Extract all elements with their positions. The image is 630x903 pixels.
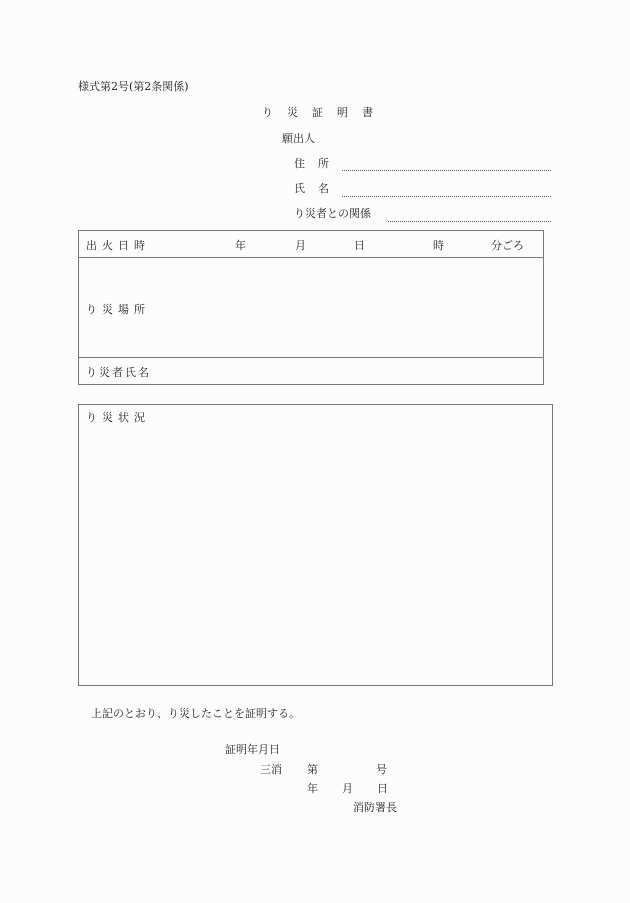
label-char: り [86,303,97,316]
address-underline [342,170,551,171]
minute-unit: 分ごろ [491,239,524,252]
day-unit: 日 [354,239,365,252]
form-number: 様式第2号(第2条関係) [78,80,189,93]
victim-name-field[interactable] [169,362,537,381]
month-unit: 月 [295,239,306,252]
relation-label: り災者との関係 [294,207,371,220]
label-char: 災 [102,303,113,316]
label-char: 災 [99,366,110,379]
title-char: 証 [312,106,323,119]
label-char: 者 [112,366,123,379]
label-char: 火 [102,239,113,252]
relation-underline [388,221,551,222]
label-char: 況 [134,411,145,424]
date-month: 月 [342,782,353,795]
incident-info-table [78,230,544,385]
certification-date-label: 証明年月日 [225,743,280,756]
label-char: 名 [318,182,329,195]
year-unit: 年 [235,239,246,252]
disaster-status-box [78,404,553,686]
title-char: 明 [337,106,348,119]
fire-datetime-row [79,231,543,258]
label-char: 所 [134,303,145,316]
applicant-label: 願出人 [282,132,315,145]
disaster-status-label [86,409,150,425]
disaster-location-label [86,301,150,317]
issuer-prefix: 三消 [260,763,282,776]
number-suffix: 号 [376,763,387,776]
label-char: 日 [118,239,129,252]
name-field[interactable] [342,182,551,196]
label-char: り [86,411,97,424]
number-prefix: 第 [307,763,318,776]
label-char: 氏 [294,182,305,195]
victim-name-row [79,358,543,385]
label-char: 氏 [125,366,136,379]
title-char: り [262,106,273,119]
label-char: 場 [118,303,129,316]
label-char: 時 [134,239,145,252]
disaster-status-field[interactable] [86,429,545,679]
signer-title: 消防署長 [353,801,397,814]
title-char: 書 [362,106,373,119]
address-label [294,157,329,171]
label-char: 状 [118,411,129,424]
label-char: 名 [138,366,149,379]
label-char: 出 [86,239,97,252]
label-char: り [86,366,97,379]
date-day: 日 [377,782,388,795]
name-underline [342,196,551,197]
title-char: 災 [287,106,298,119]
disaster-location-field[interactable] [159,264,537,351]
document-title [262,106,373,120]
label-char: 災 [102,411,113,424]
certification-statement: 上記のとおり、り災したことを証明する。 [91,707,300,720]
name-label [294,182,329,196]
victim-name-label [86,364,151,380]
label-char: 住 [294,157,305,170]
hour-unit: 時 [433,239,444,252]
fire-datetime-label [86,237,150,253]
address-field[interactable] [342,157,551,171]
disaster-location-row [79,258,543,358]
relation-field[interactable] [388,207,551,221]
label-char: 所 [318,157,329,170]
date-year: 年 [307,782,318,795]
